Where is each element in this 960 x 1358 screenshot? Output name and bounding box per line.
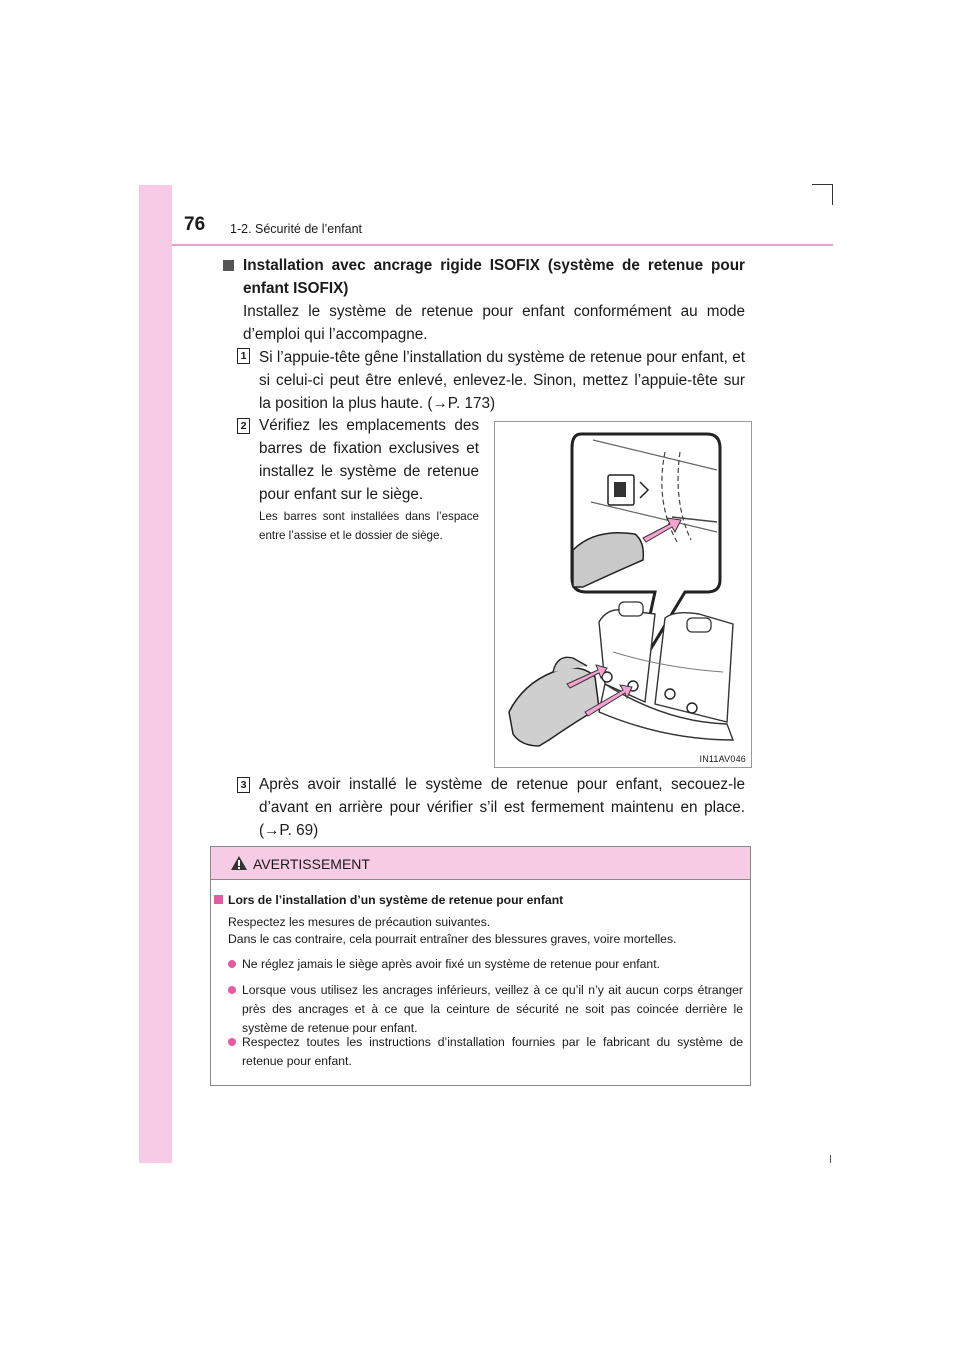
step-2-text: Vérifiez les emplacements des barres de fixation exclusives et installez le système de retenue pour enfant sur le siège. xyxy=(259,417,479,503)
header-rule xyxy=(172,244,833,246)
warning-subheading-text: Lors de l’installation d’un système de retenue pour enfant xyxy=(228,893,564,907)
figure-code: IN11AV046 xyxy=(699,754,746,764)
section-heading: Installation avec ancrage rigide ISOFIX (système de retenue pour enfant ISOFIX) xyxy=(243,257,745,297)
step-2-badge: 2 xyxy=(237,418,250,434)
intro-paragraph: Installez le système de retenue pour enfant conformément au mode d’emploi qui l’accompagne. xyxy=(243,303,745,343)
warning-bullet xyxy=(228,1033,743,1071)
step-1-text: Si l’appuie-tête gêne l’installation du système de retenue pour enfant, et si celui-ci peut être enlevé, enlevez-le. Sinon, mettez l’appuie-tête sur la position la plus haute. (→P. 173) xyxy=(259,349,745,412)
bullet-dot-icon xyxy=(228,986,236,994)
warning-title: AVERTISSEMENT xyxy=(253,856,370,872)
warning-bullet-text: Lorsque vous utilisez les ancrages inférieurs, veillez à ce qu’il n’y ait aucun corps étranger près des ancrages et à ce que la ceinture de sécurité ne soit pas coincée derrière le système de retenue pour enfant. xyxy=(242,983,743,1035)
isofix-drawing xyxy=(495,422,751,767)
step-3-text: Après avoir installé le système de retenue pour enfant, secouez-le d’avant en arrière pour vérifier s’il est fermement maintenu en place. (→P. 69) xyxy=(259,776,745,839)
warning-bullet xyxy=(228,981,743,1038)
warning-header xyxy=(211,847,750,880)
crop-tick xyxy=(830,1155,831,1163)
warning-subheading xyxy=(214,893,746,907)
step-1-badge: 1 xyxy=(237,348,250,364)
heading-square-icon xyxy=(223,260,234,271)
section-title: 1-2. Sécurité de l’enfant xyxy=(230,222,363,236)
step-2-note: Les barres sont installées dans l’espace entre l’assise et le dossier de siège. xyxy=(259,510,479,542)
page-number: 76 xyxy=(184,214,206,235)
warning-icon xyxy=(230,855,248,871)
crop-mark xyxy=(812,184,833,205)
step-3-badge: 3 xyxy=(237,777,250,793)
warning-paragraph: Respectez les mesures de précaution suivantes. Dans le cas contraire, cela pourrait entraîner des blessures graves, voire mortelles. xyxy=(228,915,677,946)
side-color-band xyxy=(139,185,172,1163)
warning-bullet-text: Respectez toutes les instructions d’installation fournies par le fabricant du système de retenue pour enfant. xyxy=(242,1035,743,1068)
warning-box xyxy=(210,846,751,1086)
square-bullet-icon xyxy=(214,895,223,904)
bullet-dot-icon xyxy=(228,1038,236,1046)
warning-bullet-text: Ne réglez jamais le siège après avoir fixé un système de retenue pour enfant. xyxy=(242,957,660,971)
isofix-illustration xyxy=(494,421,752,768)
warning-bullet xyxy=(228,955,743,974)
bullet-dot-icon xyxy=(228,960,236,968)
